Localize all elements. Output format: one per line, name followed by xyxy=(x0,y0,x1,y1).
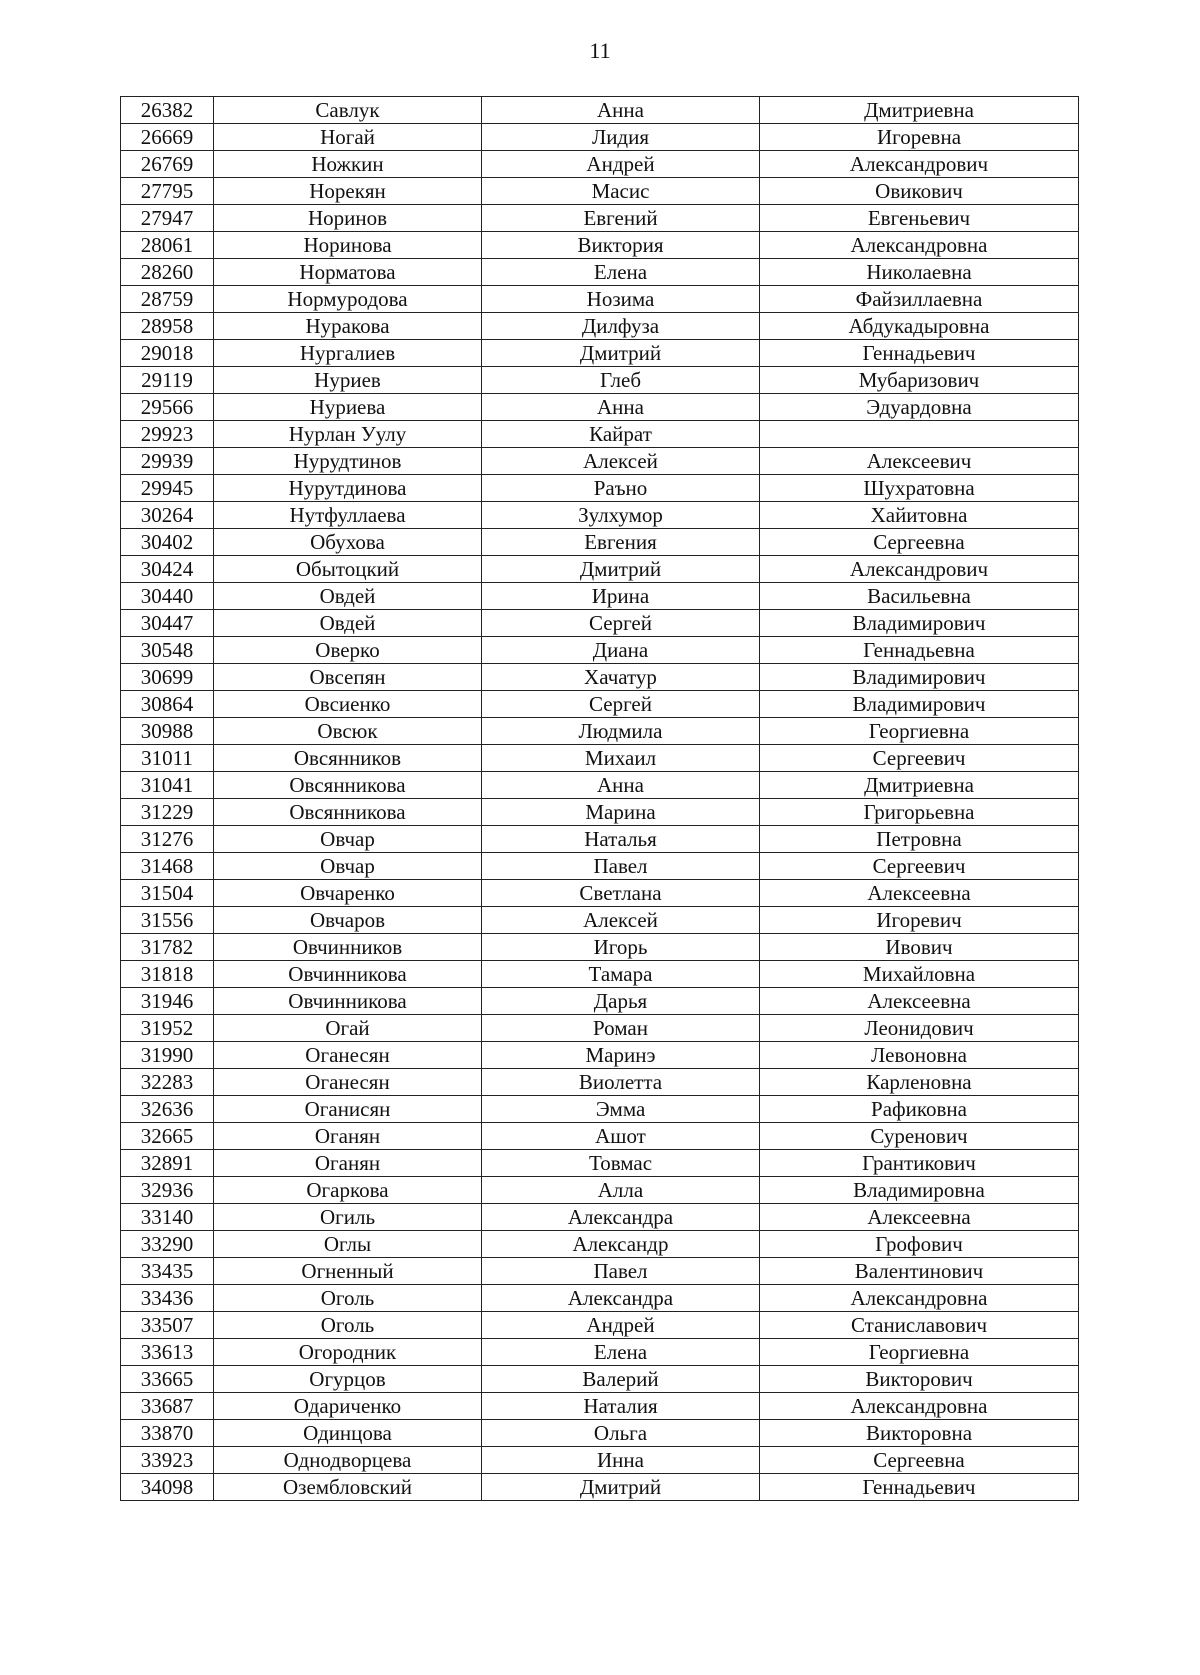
first-name-cell: Виктория xyxy=(482,232,760,259)
patronymic-cell: Геннадьевич xyxy=(760,1474,1079,1501)
table-row xyxy=(121,826,1079,853)
last-name-cell: Норинов xyxy=(214,205,482,232)
patronymic-cell: Викторович xyxy=(760,1366,1079,1393)
patronymic-cell: Алексеевна xyxy=(760,880,1079,907)
first-name-cell: Михаил xyxy=(482,745,760,772)
id-cell: 30424 xyxy=(121,556,214,583)
first-name-cell: Дмитрий xyxy=(482,1474,760,1501)
id-cell: 33507 xyxy=(121,1312,214,1339)
patronymic-cell: Евгеньевич xyxy=(760,205,1079,232)
last-name-cell: Огородник xyxy=(214,1339,482,1366)
patronymic-cell: Валентинович xyxy=(760,1258,1079,1285)
table-row xyxy=(121,1312,1079,1339)
id-cell: 29566 xyxy=(121,394,214,421)
id-cell: 26382 xyxy=(121,97,214,124)
table-row xyxy=(121,502,1079,529)
last-name-cell: Норинова xyxy=(214,232,482,259)
patronymic-cell: Александровна xyxy=(760,1393,1079,1420)
id-cell: 31504 xyxy=(121,880,214,907)
patronymic-cell: Петровна xyxy=(760,826,1079,853)
first-name-cell: Павел xyxy=(482,1258,760,1285)
patronymic-cell: Васильевна xyxy=(760,583,1079,610)
table-row xyxy=(121,961,1079,988)
id-cell: 33436 xyxy=(121,1285,214,1312)
table-row xyxy=(121,1447,1079,1474)
first-name-cell: Роман xyxy=(482,1015,760,1042)
first-name-cell: Инна xyxy=(482,1447,760,1474)
table-row xyxy=(121,1150,1079,1177)
last-name-cell: Оганян xyxy=(214,1150,482,1177)
table-row xyxy=(121,394,1079,421)
first-name-cell: Елена xyxy=(482,259,760,286)
table-row xyxy=(121,448,1079,475)
id-cell: 32636 xyxy=(121,1096,214,1123)
patronymic-cell: Станиславович xyxy=(760,1312,1079,1339)
last-name-cell: Огаркова xyxy=(214,1177,482,1204)
patronymic-cell: Сергеевич xyxy=(760,745,1079,772)
last-name-cell: Овсюк xyxy=(214,718,482,745)
table-row xyxy=(121,1096,1079,1123)
table-row xyxy=(121,1339,1079,1366)
first-name-cell: Наталья xyxy=(482,826,760,853)
id-cell: 33870 xyxy=(121,1420,214,1447)
table-row xyxy=(121,1474,1079,1501)
table-row xyxy=(121,718,1079,745)
id-cell: 33290 xyxy=(121,1231,214,1258)
roster-table xyxy=(120,96,1079,1501)
id-cell: 30440 xyxy=(121,583,214,610)
first-name-cell: Товмас xyxy=(482,1150,760,1177)
table-row xyxy=(121,1285,1079,1312)
patronymic-cell: Сергеевна xyxy=(760,529,1079,556)
last-name-cell: Овчаров xyxy=(214,907,482,934)
id-cell: 28061 xyxy=(121,232,214,259)
table-row xyxy=(121,664,1079,691)
id-cell: 33665 xyxy=(121,1366,214,1393)
table-row xyxy=(121,988,1079,1015)
first-name-cell: Алла xyxy=(482,1177,760,1204)
id-cell: 26769 xyxy=(121,151,214,178)
first-name-cell: Ольга xyxy=(482,1420,760,1447)
patronymic-cell: Александрович xyxy=(760,151,1079,178)
id-cell: 32936 xyxy=(121,1177,214,1204)
first-name-cell: Светлана xyxy=(482,880,760,907)
patronymic-cell: Александровна xyxy=(760,1285,1079,1312)
patronymic-cell: Викторовна xyxy=(760,1420,1079,1447)
patronymic-cell: Александровна xyxy=(760,232,1079,259)
patronymic-cell: Сергеевна xyxy=(760,1447,1079,1474)
last-name-cell: Оганесян xyxy=(214,1042,482,1069)
first-name-cell: Раъно xyxy=(482,475,760,502)
id-cell: 31229 xyxy=(121,799,214,826)
first-name-cell: Сергей xyxy=(482,610,760,637)
patronymic-cell: Сергеевич xyxy=(760,853,1079,880)
id-cell: 29923 xyxy=(121,421,214,448)
patronymic-cell: Геннадьевич xyxy=(760,340,1079,367)
table-row xyxy=(121,1231,1079,1258)
first-name-cell: Сергей xyxy=(482,691,760,718)
first-name-cell: Елена xyxy=(482,1339,760,1366)
first-name-cell: Евгения xyxy=(482,529,760,556)
id-cell: 28958 xyxy=(121,313,214,340)
last-name-cell: Огненный xyxy=(214,1258,482,1285)
last-name-cell: Огай xyxy=(214,1015,482,1042)
last-name-cell: Нормуродова xyxy=(214,286,482,313)
table-row xyxy=(121,934,1079,961)
last-name-cell: Оглы xyxy=(214,1231,482,1258)
id-cell: 31556 xyxy=(121,907,214,934)
id-cell: 33687 xyxy=(121,1393,214,1420)
last-name-cell: Обухова xyxy=(214,529,482,556)
first-name-cell: Игорь xyxy=(482,934,760,961)
table-row xyxy=(121,907,1079,934)
first-name-cell: Глеб xyxy=(482,367,760,394)
table-row xyxy=(121,205,1079,232)
patronymic-cell: Карленовна xyxy=(760,1069,1079,1096)
id-cell: 30264 xyxy=(121,502,214,529)
id-cell: 26669 xyxy=(121,124,214,151)
patronymic-cell: Игоревич xyxy=(760,907,1079,934)
last-name-cell: Норматова xyxy=(214,259,482,286)
id-cell: 32665 xyxy=(121,1123,214,1150)
last-name-cell: Нурутдинова xyxy=(214,475,482,502)
table-row xyxy=(121,1420,1079,1447)
id-cell: 33140 xyxy=(121,1204,214,1231)
last-name-cell: Овчинников xyxy=(214,934,482,961)
patronymic-cell: Алексеевич xyxy=(760,448,1079,475)
first-name-cell: Евгений xyxy=(482,205,760,232)
table-row xyxy=(121,853,1079,880)
table-row xyxy=(121,1015,1079,1042)
first-name-cell: Хачатур xyxy=(482,664,760,691)
roster-body xyxy=(121,97,1079,1501)
table-row xyxy=(121,745,1079,772)
id-cell: 34098 xyxy=(121,1474,214,1501)
last-name-cell: Обытоцкий xyxy=(214,556,482,583)
table-row xyxy=(121,1177,1079,1204)
last-name-cell: Одариченко xyxy=(214,1393,482,1420)
last-name-cell: Овсянников xyxy=(214,745,482,772)
patronymic-cell: Левоновна xyxy=(760,1042,1079,1069)
table-row xyxy=(121,313,1079,340)
last-name-cell: Овсянникова xyxy=(214,799,482,826)
id-cell: 30988 xyxy=(121,718,214,745)
id-cell: 29018 xyxy=(121,340,214,367)
patronymic-cell: Александрович xyxy=(760,556,1079,583)
first-name-cell: Ирина xyxy=(482,583,760,610)
last-name-cell: Овчинникова xyxy=(214,961,482,988)
last-name-cell: Оганян xyxy=(214,1123,482,1150)
first-name-cell: Людмила xyxy=(482,718,760,745)
last-name-cell: Овчинникова xyxy=(214,988,482,1015)
id-cell: 31990 xyxy=(121,1042,214,1069)
patronymic-cell: Ивович xyxy=(760,934,1079,961)
patronymic-cell: Владимировна xyxy=(760,1177,1079,1204)
first-name-cell: Лидия xyxy=(482,124,760,151)
first-name-cell: Нозима xyxy=(482,286,760,313)
patronymic-cell: Николаевна xyxy=(760,259,1079,286)
id-cell: 31468 xyxy=(121,853,214,880)
patronymic-cell: Грофович xyxy=(760,1231,1079,1258)
table-row xyxy=(121,367,1079,394)
id-cell: 28260 xyxy=(121,259,214,286)
first-name-cell: Маринэ xyxy=(482,1042,760,1069)
first-name-cell: Алексей xyxy=(482,448,760,475)
patronymic-cell: Владимирович xyxy=(760,664,1079,691)
patronymic-cell: Дмитриевна xyxy=(760,772,1079,799)
table-row xyxy=(121,1258,1079,1285)
last-name-cell: Овчар xyxy=(214,826,482,853)
last-name-cell: Огурцов xyxy=(214,1366,482,1393)
last-name-cell: Ножкин xyxy=(214,151,482,178)
patronymic-cell: Грантикович xyxy=(760,1150,1079,1177)
first-name-cell: Андрей xyxy=(482,1312,760,1339)
last-name-cell: Оголь xyxy=(214,1285,482,1312)
id-cell: 31041 xyxy=(121,772,214,799)
table-row xyxy=(121,1042,1079,1069)
patronymic-cell: Владимирович xyxy=(760,691,1079,718)
id-cell: 33923 xyxy=(121,1447,214,1474)
id-cell: 31276 xyxy=(121,826,214,853)
patronymic-cell: Григорьевна xyxy=(760,799,1079,826)
id-cell: 30548 xyxy=(121,637,214,664)
last-name-cell: Нуриев xyxy=(214,367,482,394)
last-name-cell: Овсепян xyxy=(214,664,482,691)
first-name-cell: Анна xyxy=(482,97,760,124)
last-name-cell: Нутфуллаева xyxy=(214,502,482,529)
id-cell: 27795 xyxy=(121,178,214,205)
table-row xyxy=(121,1393,1079,1420)
patronymic-cell: Файзиллаевна xyxy=(760,286,1079,313)
first-name-cell: Масис xyxy=(482,178,760,205)
last-name-cell: Нуриева xyxy=(214,394,482,421)
patronymic-cell: Леонидович xyxy=(760,1015,1079,1042)
first-name-cell: Кайрат xyxy=(482,421,760,448)
table-row xyxy=(121,178,1079,205)
last-name-cell: Нургалиев xyxy=(214,340,482,367)
first-name-cell: Тамара xyxy=(482,961,760,988)
table-row xyxy=(121,97,1079,124)
patronymic-cell: Игоревна xyxy=(760,124,1079,151)
first-name-cell: Дарья xyxy=(482,988,760,1015)
last-name-cell: Оголь xyxy=(214,1312,482,1339)
last-name-cell: Оганисян xyxy=(214,1096,482,1123)
last-name-cell: Савлук xyxy=(214,97,482,124)
table-row xyxy=(121,286,1079,313)
first-name-cell: Диана xyxy=(482,637,760,664)
last-name-cell: Однодворцева xyxy=(214,1447,482,1474)
first-name-cell: Дмитрий xyxy=(482,556,760,583)
patronymic-cell: Мубаризович xyxy=(760,367,1079,394)
last-name-cell: Норекян xyxy=(214,178,482,205)
table-row xyxy=(121,1366,1079,1393)
last-name-cell: Овдей xyxy=(214,583,482,610)
table-row xyxy=(121,529,1079,556)
table-row xyxy=(121,1069,1079,1096)
table-row xyxy=(121,799,1079,826)
first-name-cell: Алексей xyxy=(482,907,760,934)
last-name-cell: Оганесян xyxy=(214,1069,482,1096)
last-name-cell: Одинцова xyxy=(214,1420,482,1447)
first-name-cell: Андрей xyxy=(482,151,760,178)
first-name-cell: Марина xyxy=(482,799,760,826)
table-row xyxy=(121,691,1079,718)
table-row xyxy=(121,259,1079,286)
page-number: 11 xyxy=(589,38,611,63)
id-cell: 29939 xyxy=(121,448,214,475)
id-cell: 33435 xyxy=(121,1258,214,1285)
table-row xyxy=(121,475,1079,502)
patronymic-cell xyxy=(760,421,1079,448)
patronymic-cell: Суренович xyxy=(760,1123,1079,1150)
first-name-cell: Дмитрий xyxy=(482,340,760,367)
table-row xyxy=(121,772,1079,799)
id-cell: 29945 xyxy=(121,475,214,502)
id-cell: 33613 xyxy=(121,1339,214,1366)
patronymic-cell: Геннадьевна xyxy=(760,637,1079,664)
id-cell: 29119 xyxy=(121,367,214,394)
patronymic-cell: Овикович xyxy=(760,178,1079,205)
id-cell: 30699 xyxy=(121,664,214,691)
table-row xyxy=(121,583,1079,610)
first-name-cell: Ашот xyxy=(482,1123,760,1150)
id-cell: 31818 xyxy=(121,961,214,988)
patronymic-cell: Шухратовна xyxy=(760,475,1079,502)
id-cell: 32283 xyxy=(121,1069,214,1096)
patronymic-cell: Рафиковна xyxy=(760,1096,1079,1123)
first-name-cell: Анна xyxy=(482,772,760,799)
last-name-cell: Ногай xyxy=(214,124,482,151)
table-row xyxy=(121,124,1079,151)
id-cell: 30447 xyxy=(121,610,214,637)
last-name-cell: Нуракова xyxy=(214,313,482,340)
id-cell: 31952 xyxy=(121,1015,214,1042)
table-row xyxy=(121,880,1079,907)
table-row xyxy=(121,421,1079,448)
first-name-cell: Зулхумор xyxy=(482,502,760,529)
patronymic-cell: Хайитовна xyxy=(760,502,1079,529)
last-name-cell: Нурлан Уулу xyxy=(214,421,482,448)
patronymic-cell: Алексеевна xyxy=(760,988,1079,1015)
id-cell: 31011 xyxy=(121,745,214,772)
first-name-cell: Павел xyxy=(482,853,760,880)
last-name-cell: Овсянникова xyxy=(214,772,482,799)
table-row xyxy=(121,232,1079,259)
patronymic-cell: Михайловна xyxy=(760,961,1079,988)
table-row xyxy=(121,1123,1079,1150)
first-name-cell: Анна xyxy=(482,394,760,421)
first-name-cell: Александра xyxy=(482,1204,760,1231)
patronymic-cell: Владимирович xyxy=(760,610,1079,637)
last-name-cell: Оверко xyxy=(214,637,482,664)
id-cell: 31946 xyxy=(121,988,214,1015)
table-row xyxy=(121,610,1079,637)
last-name-cell: Овсиенко xyxy=(214,691,482,718)
first-name-cell: Виолетта xyxy=(482,1069,760,1096)
patronymic-cell: Эдуардовна xyxy=(760,394,1079,421)
first-name-cell: Александра xyxy=(482,1285,760,1312)
first-name-cell: Дилфуза xyxy=(482,313,760,340)
table-row xyxy=(121,340,1079,367)
first-name-cell: Александр xyxy=(482,1231,760,1258)
patronymic-cell: Георгиевна xyxy=(760,718,1079,745)
first-name-cell: Эмма xyxy=(482,1096,760,1123)
first-name-cell: Наталия xyxy=(482,1393,760,1420)
table-row xyxy=(121,151,1079,178)
table-row xyxy=(121,1204,1079,1231)
id-cell: 30864 xyxy=(121,691,214,718)
first-name-cell: Валерий xyxy=(482,1366,760,1393)
id-cell: 31782 xyxy=(121,934,214,961)
id-cell: 27947 xyxy=(121,205,214,232)
patronymic-cell: Дмитриевна xyxy=(760,97,1079,124)
patronymic-cell: Георгиевна xyxy=(760,1339,1079,1366)
table-row xyxy=(121,637,1079,664)
id-cell: 30402 xyxy=(121,529,214,556)
last-name-cell: Овчаренко xyxy=(214,880,482,907)
last-name-cell: Нурудтинов xyxy=(214,448,482,475)
id-cell: 32891 xyxy=(121,1150,214,1177)
last-name-cell: Огиль xyxy=(214,1204,482,1231)
last-name-cell: Овчар xyxy=(214,853,482,880)
id-cell: 28759 xyxy=(121,286,214,313)
last-name-cell: Овдей xyxy=(214,610,482,637)
patronymic-cell: Алексеевна xyxy=(760,1204,1079,1231)
last-name-cell: Озембловский xyxy=(214,1474,482,1501)
patronymic-cell: Абдукадыровна xyxy=(760,313,1079,340)
table-row xyxy=(121,556,1079,583)
